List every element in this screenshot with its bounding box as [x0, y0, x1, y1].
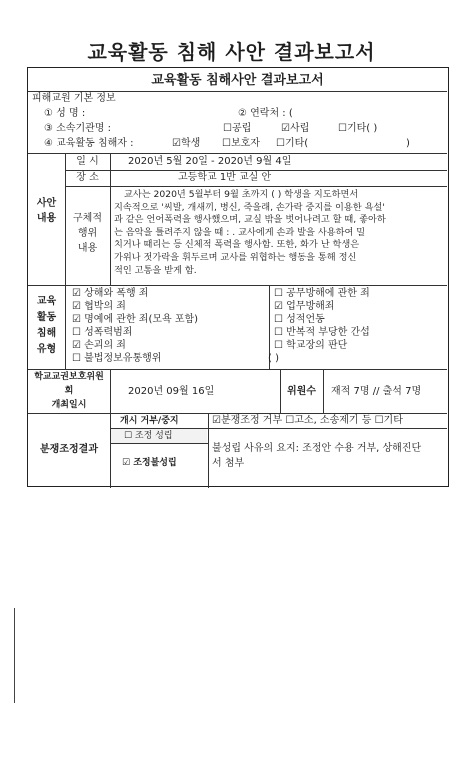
incident-section-label-1: 사안: [36, 198, 57, 209]
type-right-item: ☐ 성적언동: [274, 314, 325, 325]
committee-label-1: 학교교권보호위원: [34, 372, 104, 382]
committee-members-value: 재적 7명 // 출석 7명: [331, 386, 422, 397]
failure-reason-line-2: 서 첨부: [212, 458, 245, 469]
type-right-item: ☐ 반복적 부당한 간섭: [274, 327, 370, 338]
type-left-item: ☐ 성폭력범죄: [72, 327, 133, 338]
victim-name-label: ① 성 명 :: [44, 108, 86, 119]
offender-other-close: ): [406, 138, 410, 149]
detail-line: 교사는 2020년 5월부터 9월 초까지 ( ) 학생을 지도하면서: [124, 189, 359, 200]
committee-date: 2020년 09월 16일: [128, 386, 215, 397]
datetime-value: 2020년 5월 20일 - 2020년 9월 4일: [128, 156, 292, 167]
detail-label-3: 내용: [77, 243, 98, 254]
offender-other-checkbox: ☐기타(: [276, 138, 309, 149]
type-left-item: ☑ 협박의 죄: [72, 301, 126, 312]
report-form: [27, 67, 449, 487]
type-left-item: ☐ 불법정보유통행위: [72, 353, 162, 364]
type-right-item: ☐ 공무방해에 관한 죄: [274, 288, 370, 299]
school-public-checkbox: ☐공립: [223, 123, 252, 134]
place-label: 장 소: [76, 172, 99, 183]
committee-members-label: 위원수: [287, 386, 316, 397]
type-label-4: 유형: [36, 344, 57, 355]
detail-label-2: 행위: [77, 228, 98, 239]
type-left-item: ☑ 명예에 관한 죄(모욕 포함): [72, 314, 199, 325]
type-left-item: ☑ 상해와 폭행 죄: [72, 288, 149, 299]
committee-label-3: 개최일시: [51, 400, 87, 410]
type-right-item: ☐ 학교장의 판단: [274, 340, 348, 351]
offender-guardian-checkbox: ☐보호자: [222, 138, 260, 149]
type-label-2: 활동: [36, 312, 57, 323]
detail-line: 가위나 젓가락을 휘두르며 교사를 위협하는 행동을 통해 정신: [114, 252, 357, 263]
offender-label: ④ 교육활동 침해자 :: [44, 138, 134, 149]
place-value: 고등학교 1반 교실 안: [178, 172, 272, 183]
document-title: 교육활동 침해 사안 결과보고서: [87, 40, 376, 64]
dispute-label: 분쟁조정결과: [40, 444, 98, 455]
dispute-rejected-value: ☑분쟁조정 거부 ☐고소, 소송제기 등 ☐기타: [212, 415, 403, 426]
form-title: 교육활동 침해사안 결과보고서: [151, 73, 324, 88]
victim-contact-label: ② 연락처 : (: [238, 108, 293, 119]
committee-label-2: 회: [64, 386, 74, 396]
detail-line: 치거나 때리는 등 신체적 폭력을 행사함. 또한, 화가 난 학생은: [114, 239, 360, 251]
victim-info-header: 피해교원 기본 정보: [32, 93, 116, 104]
mediation-failure-checkbox: ☑ 조정불성립: [122, 458, 177, 468]
type-right-item: ☑ 업무방해죄: [274, 301, 335, 312]
failure-reason-line-1: 불성립 사유의 요지: 조정안 수용 거부, 상해진단: [212, 443, 422, 454]
school-other-checkbox: ☐기타( ): [338, 123, 378, 134]
incident-section-label-2: 내용: [36, 213, 57, 224]
offender-student-checkbox: ☑학생: [172, 138, 201, 149]
victim-affiliation-label: ③ 소속기관명 :: [44, 123, 111, 134]
detail-line: 적인 고통을 받게 함.: [114, 264, 197, 276]
detail-line: 과 같은 언어폭력을 행사했으며, 교실 밖을 벗어나려고 할 때, 좋아하: [114, 214, 386, 226]
scan-mark: [14, 608, 15, 703]
school-private-checkbox: ☑사립: [281, 123, 310, 134]
type-label-3: 침해: [36, 328, 57, 339]
datetime-label: 일 시: [76, 156, 99, 167]
dispute-rejected-label: 개시 거부/중지: [120, 416, 179, 426]
detail-line: 는 음악을 틀려주지 않을 때 : . 교사에게 손과 발을 사용하여 밀: [114, 226, 366, 238]
type-left-item: ☑ 손괴의 죄: [72, 340, 126, 351]
mediation-success-checkbox: ☐ 조정 성립: [124, 431, 173, 441]
detail-label-1: 구체적: [73, 213, 102, 224]
detail-line: 지속적으로 '씨발, 개새끼, 병신, 죽을래, 손가락 중지를 이용한 욕설': [114, 201, 385, 213]
type-label-1: 교육: [36, 296, 57, 307]
type-right-item: ( ): [268, 353, 279, 364]
